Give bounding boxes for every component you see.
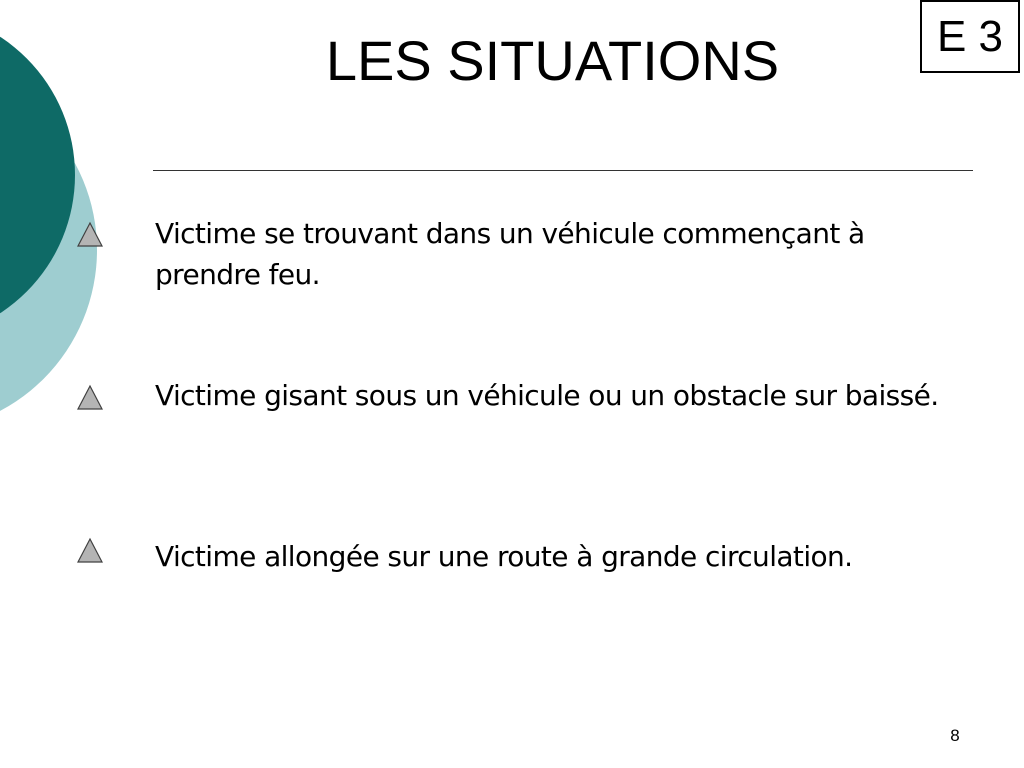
- decorative-circles: [0, 0, 110, 420]
- list-item: Victime allongée sur une route à grande circulation.: [155, 540, 853, 573]
- list-item: Victime se trouvant dans un véhicule commençant à prendre feu.: [155, 217, 865, 291]
- page-number: 8: [950, 726, 960, 745]
- title-divider: [153, 170, 973, 171]
- slide-title: LES SITUATIONS: [325, 29, 780, 92]
- triangle-icon: [76, 384, 104, 410]
- triangle-icon: [76, 221, 104, 247]
- slide-badge: E 3: [920, 0, 1020, 73]
- list-item: Victime gisant sous un véhicule ou un obstacle sur baissé.: [155, 379, 939, 412]
- triangle-icon: [76, 537, 104, 563]
